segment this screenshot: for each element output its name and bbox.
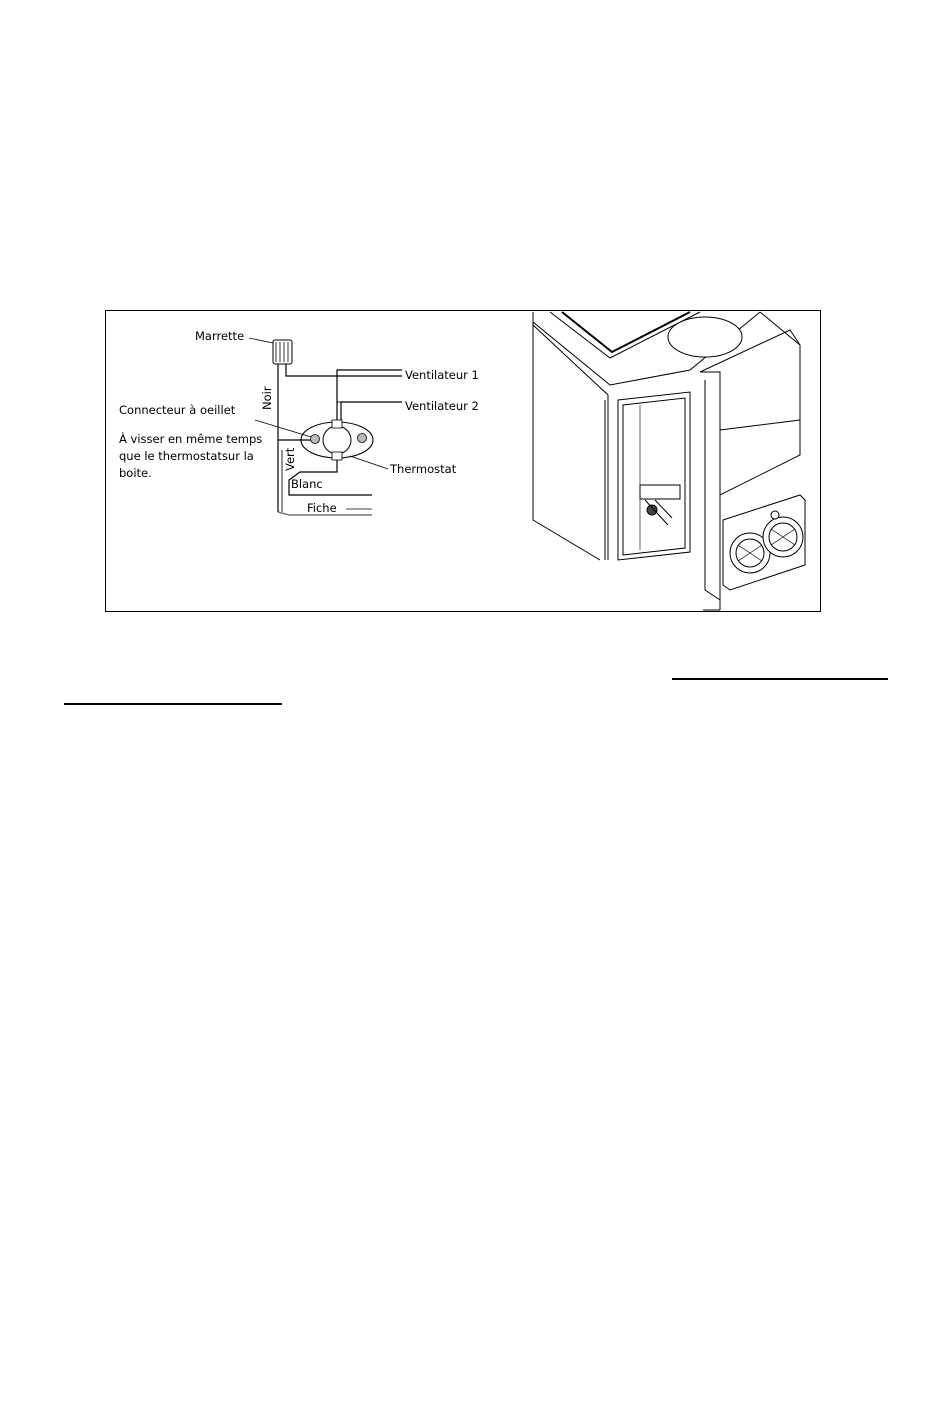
underline-rule-1 bbox=[672, 678, 888, 680]
note-line-1: À visser en même temps bbox=[119, 432, 263, 446]
wiring-diagram bbox=[249, 338, 402, 515]
underline-rule-2 bbox=[64, 703, 282, 705]
vert-label: Vert bbox=[283, 447, 297, 471]
note-line-2: que le thermostatsur la bbox=[119, 449, 254, 463]
connecteur-label: Connecteur à oeillet bbox=[119, 403, 236, 417]
marrette-label: Marrette bbox=[195, 329, 245, 343]
thermostat-label: Thermostat bbox=[390, 462, 457, 476]
ventilateur-2-wire bbox=[337, 370, 402, 425]
note-line-3: boite. bbox=[119, 466, 152, 480]
noir-label: Noir bbox=[260, 386, 274, 410]
fiche-label: Fiche bbox=[307, 501, 337, 515]
marrette-wire-nut bbox=[249, 338, 292, 364]
ventilateur-1-label: Ventilateur 1 bbox=[405, 368, 479, 382]
blanc-label: Blanc bbox=[291, 477, 323, 491]
stove-illustration bbox=[533, 312, 805, 610]
ventilateur-2-label: Ventilateur 2 bbox=[405, 399, 479, 413]
thermostat bbox=[301, 420, 373, 460]
